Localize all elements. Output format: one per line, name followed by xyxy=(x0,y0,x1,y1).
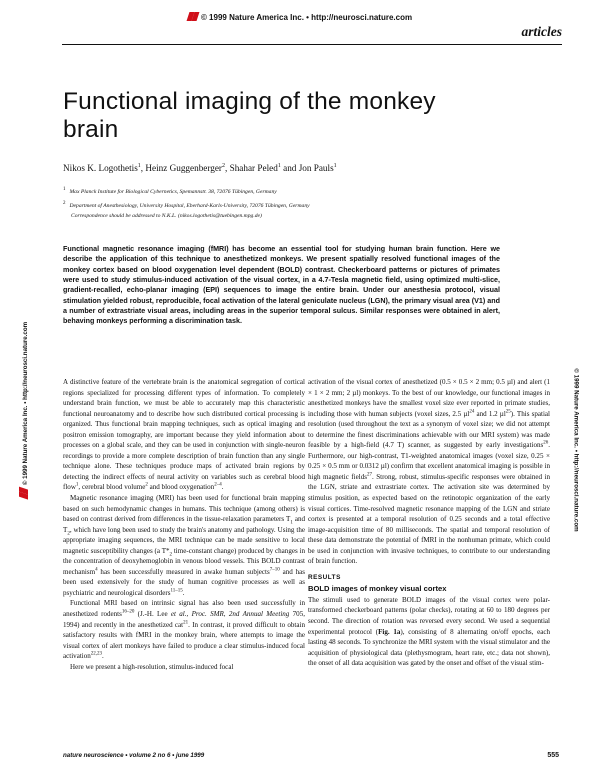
author-affiliation-mark: 2 xyxy=(222,163,225,169)
paragraph: activation of the visual cortex of anesthetized (0.5 × 0.5 × 2 mm; 0.5 µl) and alert (1 × 1 × 2 mm; 2 µl) monkeys. To the best of our knowledge, our functional images in anesthetized monkeys have the smallest voxel size ever reported in primate studies, including those with human subjects (voxel sizes, 2.5 µl$^{24}$ and 1.2 µl$^{25}$). This spatial resolution (used throughout the text as a synonym of voxel size; we did not attempt to determine the finest discriminations achievable with our MRI system) was made feasible by a high-field (4.7 T) scanner, as suggested by early investigations$^{26}$. Furthermore, our high-contrast, T1-weighted anatomical images (voxel size, 0.25 × 0.25 × 0.5 mm or 0.0312 µl) confirm that excellent anatomical imaging is possible in high magnetic fields$^{27}$. Strong, robust, stimulus-specific responses were obtained in the LGN, striate and extrastriate cortex. The activation site was determined by stimulus position, as expected based on the retinotopic organization of the early visual cortices. Time-resolved magnetic resonance mapping of the LGN and striate cortex is presented at a temporal resolution of 0.25 seconds and a total effective image-acquisition time of 80 milliseconds. The spatial and temporal resolution of these data demonstrate the potential of fMRI in the nonhuman primate, which could be used in conjunction with invasive techniques, to contribute to our understanding of brain function. xyxy=(308,378,550,566)
author-affiliation-mark: 1 xyxy=(277,163,281,169)
paragraph: The stimuli used to generate BOLD images of the visual cortex were polar-transformed checkerboard patterns (polar checks), rotating at 60 to 180 degrees per second. The direction of rotation was reversed every second. We used a sequential experimental protocol (Fig. 1a), consisting of 8 alternating on/off epochs, each lasting 48 seconds. To synchronize the MRI system with the visual stimulator and the acquisition of physiological data (plethysmogram, heart rate, etc.; data not shown), the onset of all data acquisition was gated by the onset and offset of the visual stim- xyxy=(308,595,550,668)
figure-reference[interactable]: Fig. 1a xyxy=(378,627,401,636)
paragraph: A distinctive feature of the vertebrate brain is the anatomical segregation of cortical regions specialized for processing different types of information. To completely understand brain function, we must be able to accurately map this characteristic functional neuroanatomy and to describe how such distributed cortical processing is organized. Thus functional brain mapping techniques, such as optical imaging and positron emission tomography, are important because they yield information about processes on a global scale, and they can be used in conjunction with single-neuron recordings to provide a more complete description of brain function than any single technique alone. These techniques produce maps of activated brain regions by detecting the indirect effects of neural activity on variables such as cerebral blood flow$^1$, cerebral blood volume$^2$ and blood oxygenation$^{2-4}$. xyxy=(63,378,305,492)
paragraph: Magnetic resonance imaging (MRI) has been used for functional brain mapping based on such hemodynamic changes in humans. This technique (among others) is based on contrast derived from differences in the tissue-relaxation parameters $T_1$ and $T_2$, which have long been used to study the brain's anatomy and pathology. Using the appropriate imaging sequences, the MRI technique can be made sensitive to local magnetic susceptibility changes (a $T*_2$ time-constant change) produced by changes in the concentration of deoxyhemoglobin in venous blood vessels. This BOLD contrast mechanism$^4$ has been successfully measured in awake human subjects$^{7-10}$ and has been used extensively for the study of human cognitive processes as well as psychiatric and neurological disorders$^{11-15}$. xyxy=(63,494,306,597)
paragraph: Here we present a high-resolution, stimulus-induced focal xyxy=(70,662,234,671)
abstract: Functional magnetic resonance imaging (fMRI) has become an essential tool for studying human brain function. Here we describe the application of this technique to anesthetized monkeys. We present spatially resolved functional images of the monkey cortex based on blood oxygenation level dependent (BOLD) contrast. Checkerboard patterns or pictures of primates were used to study stimulus-induced activation of the visual cortex, in a 4.7-Tesla magnetic field, using optimized multi-slice, gradient-recalled, echo-planar imaging (EPI) sequences to image the entire brain. Under our anesthesia protocol, visual stimulation yielded robust, reproducible, focal activation of the lateral geniculate nucleus (LGN), the primary visual area (V1) and a number of extrastriate visual areas, including areas in the superior temporal sulcus. Similar responses were obtained in alert, behaving monkeys performing a discrimination task. xyxy=(63,245,500,326)
author-name: Shahar Peled xyxy=(229,163,278,174)
author-affiliation-mark: 1 xyxy=(137,163,141,169)
author-separator: , xyxy=(140,163,146,174)
affiliation-text: Department of Anesthesiology, University Hospital, Eberhard-Karls-University, 72076 Tübingen, Germany xyxy=(69,202,310,209)
author-separator: and xyxy=(280,163,299,174)
section-heading-results: RESULTS xyxy=(308,573,341,581)
affiliation-1 xyxy=(63,187,543,195)
author-separator: , xyxy=(225,163,230,174)
author-name: Heinz Guggenberger xyxy=(145,163,222,174)
author-name: Jon Pauls xyxy=(298,163,334,174)
nature-america-logo-icon xyxy=(188,12,198,21)
author-list xyxy=(63,163,337,173)
side-url-text: © 1999 Nature America Inc. • http://neurosci.nature.com xyxy=(572,368,580,532)
affiliation-2 xyxy=(63,201,543,209)
body-column-left xyxy=(63,377,305,672)
affiliation-number: 2 xyxy=(63,201,66,206)
article-title: Functional imaging of the monkey brain xyxy=(63,88,436,143)
side-copyright-text: © 1999 Nature America Inc. • http://neurosci.nature.com xyxy=(22,321,29,486)
body-column-right xyxy=(308,377,550,669)
header-rule xyxy=(62,44,562,45)
affiliation-number: 1 xyxy=(63,187,66,192)
header-copyright xyxy=(0,12,600,22)
page-number: 555 xyxy=(547,752,559,759)
subsection-heading: BOLD images of monkey visual cortex xyxy=(308,584,447,594)
affiliation-text: Max Planck Institute for Biological Cybernetics, Spemannstr. 38, 72076 Tübingen, Germany xyxy=(69,188,277,195)
header-copyright-text: © 1999 Nature America Inc. • http://neurosci.nature.com xyxy=(200,13,413,22)
author-name: Nikos K. Logothetis xyxy=(63,163,138,174)
correspondence-note: Correspondence should be addressed to N.K.L. (nikos.logothetis@tuebingen.mpg.de) xyxy=(71,213,262,219)
side-copyright xyxy=(19,300,29,520)
author-affiliation-mark: 1 xyxy=(333,163,337,169)
footer-journal-info: nature neuroscience • volume 2 no 6 • june 1999 xyxy=(63,752,205,759)
nature-america-logo-icon xyxy=(19,488,28,498)
side-url xyxy=(571,368,581,532)
section-label: articles xyxy=(521,24,562,39)
paragraph: Functional MRI based on intrinsic signal has also been used successfully in anesthetized rodents$^{16-20}$ (J.-H. Lee et al., Proc. SMR, 2nd Annual Meeting 705, 1994) and recently in the anesthetized cat$^{21}$. In contrast, it proved difficult to obtain satisfactory results with fMRI in the monkey brain, where attempts to image the visual cortex of alert monkeys have failed to produce a clear stimulus-induced focal activation$^{22,23}$. xyxy=(63,599,305,661)
